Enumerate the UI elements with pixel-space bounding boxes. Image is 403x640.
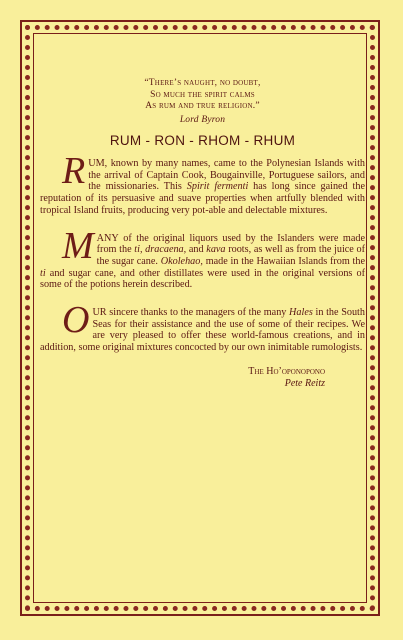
drop-cap: M [62, 224, 94, 267]
paragraph-text: made in the Hawaiian Islands from the [202, 255, 366, 267]
paragraph-lead: ANY [96, 232, 119, 244]
page-title: RUM - RON - RHOM - RHUM [109, 133, 296, 148]
page-content [40, 78, 365, 390]
paragraph-italic: ti [40, 267, 46, 279]
epigraph-line-1: “There’s naught, no doubt, [144, 78, 261, 88]
paragraph-italic: ti, dracaena, [134, 244, 187, 256]
drop-cap: R [62, 150, 86, 192]
paragraph-liquors [40, 224, 366, 292]
paragraph-text: and sugar cane, and other distillates were used in the original versions of some of the potions herein described. [40, 267, 365, 291]
signature [40, 366, 365, 390]
paragraph-text: has long since gained the reputation of its persuasive and suave properties when artfully blended with tropical Island fruits, producing very pot-able and delectable mixtures. [40, 181, 366, 216]
epigraph-line-2: So much the spirit calms [150, 89, 255, 100]
paragraph-text: known by many names, came to the Polynesian Islands with the arrival of Captain Cook, Bougainville, Portuguese sailors, and the missionaries. This [88, 158, 365, 193]
signature-line-1: The Ho’oponopono [248, 365, 325, 377]
paragraph-text: roots, as well as from the juice of the sugar cane. [96, 244, 365, 267]
paragraph-italic: Okolehao, [160, 255, 203, 267]
paragraph-italic: kava [206, 244, 226, 256]
drop-cap: O [62, 299, 90, 342]
paragraph-text: sincere thanks to the managers of the many [106, 307, 290, 319]
paragraph-text: of the original liquors used by the Islanders were made from the [96, 232, 365, 256]
paragraph-text: in the South Seas for their assistance and the use of some of their recipes. We are very pleased to offer these world-famous creations, and in addition, some original mixtures concocted by our own inimitable rumologists. [40, 307, 365, 354]
paragraph-italic: Hales [289, 307, 313, 319]
epigraph [40, 78, 365, 126]
epigraph-author: Lord Byron [179, 114, 226, 125]
signature-line-2: Pete Reitz [284, 377, 325, 389]
paragraph-thanks [40, 299, 365, 354]
epigraph-line-3: As rum and true religion.” [145, 101, 260, 111]
paragraph-lead: UM, [88, 158, 108, 169]
paragraph-rum [40, 150, 366, 217]
paragraph-text: and [186, 244, 207, 256]
paragraph-italic: Spirit fermenti [186, 181, 249, 193]
paragraph-lead: UR [92, 307, 107, 319]
